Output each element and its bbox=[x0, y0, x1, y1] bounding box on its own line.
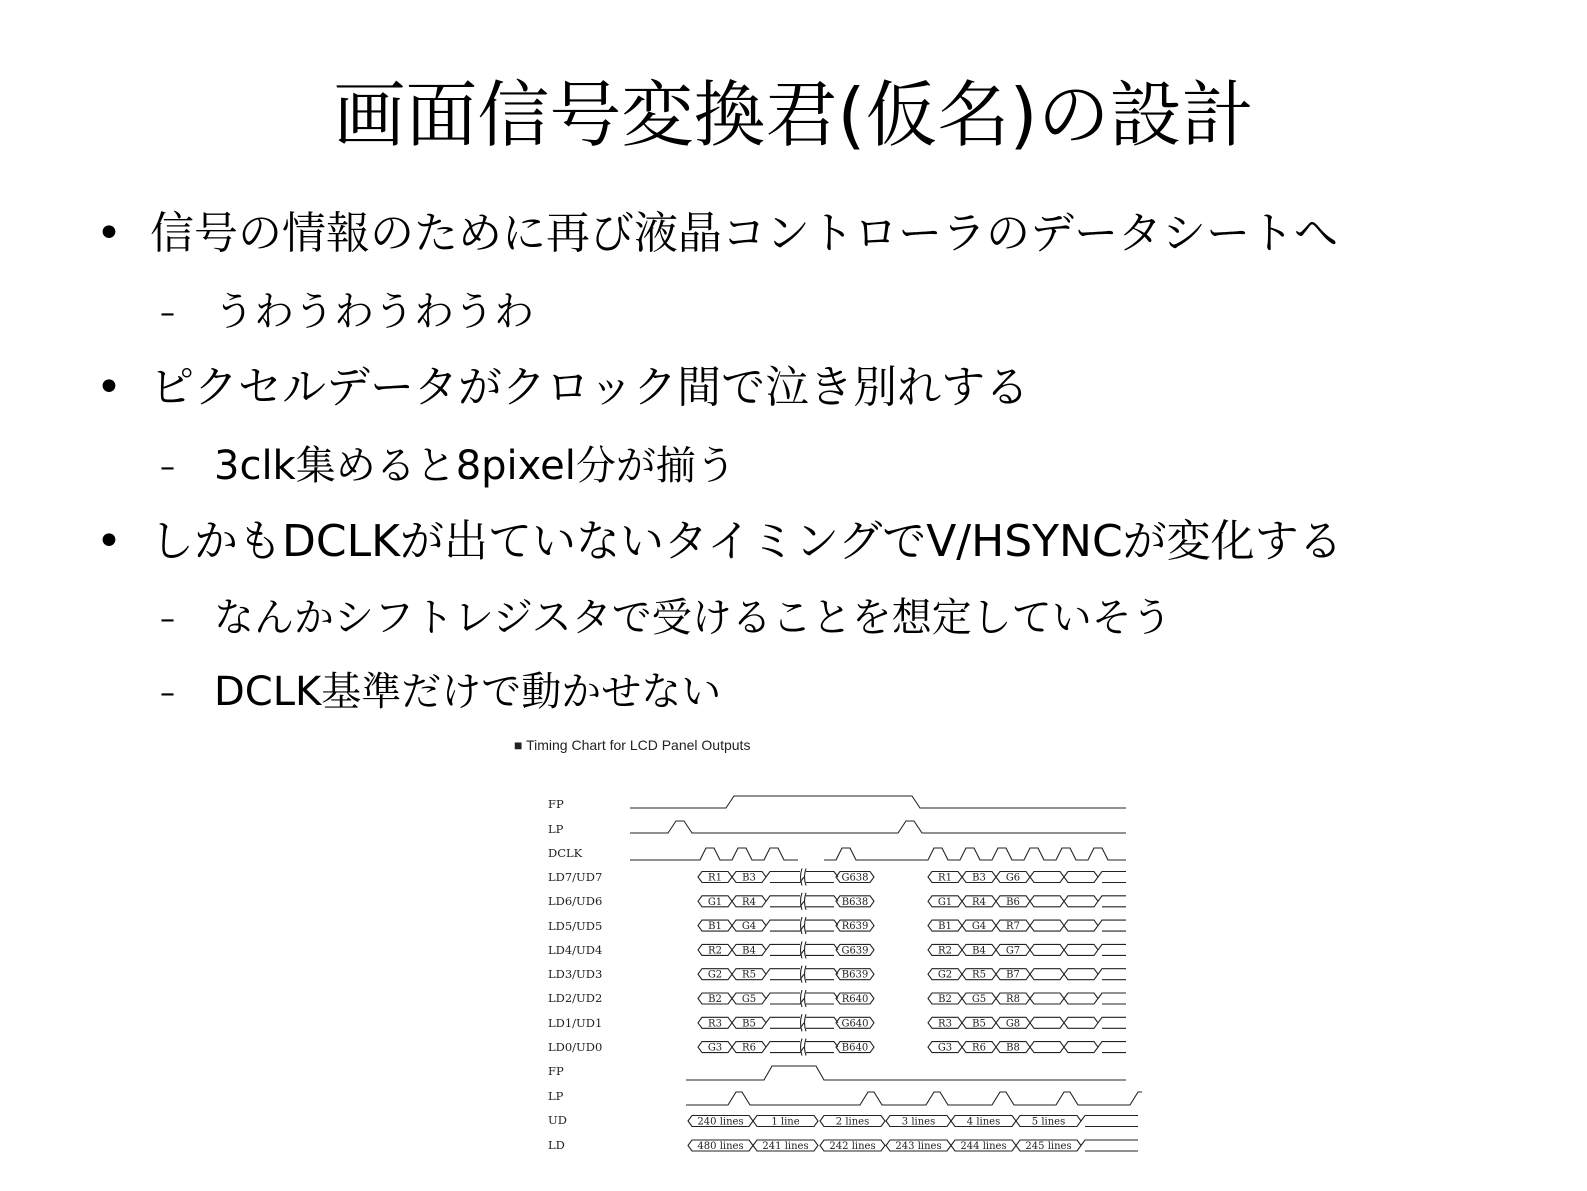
data-bus-segment bbox=[766, 872, 804, 883]
lp-waveform-bottom bbox=[686, 1092, 1142, 1105]
data-cell-empty bbox=[1030, 920, 1064, 931]
data-cell-label: R640 bbox=[841, 994, 869, 1005]
bus-cell-label: 245 lines bbox=[1025, 1141, 1072, 1152]
data-cell-label: R3 bbox=[938, 1018, 952, 1030]
data-cell-empty bbox=[1030, 969, 1064, 980]
data-cell-label: B4 bbox=[972, 945, 986, 957]
data-bus-segment bbox=[806, 920, 838, 931]
data-cell-label: R4 bbox=[742, 896, 756, 908]
bus-cell-label: 1 line bbox=[771, 1116, 800, 1128]
break-marker bbox=[805, 990, 807, 1007]
signal-label-data: LD5/UD5 bbox=[548, 919, 603, 933]
data-cell-label: B1 bbox=[938, 921, 952, 933]
sub-bullet-3-1 bbox=[160, 592, 1172, 646]
data-cell-empty bbox=[1030, 872, 1064, 883]
data-cell-empty bbox=[1064, 1042, 1098, 1053]
data-bus-segment bbox=[1098, 944, 1126, 955]
data-cell-label: G1 bbox=[937, 896, 953, 908]
data-bus-segment bbox=[766, 944, 804, 955]
data-bus-segment bbox=[1098, 872, 1126, 883]
timing-chart-caption: ■ Timing Chart for LCD Panel Outputs bbox=[514, 737, 751, 753]
data-cell-empty bbox=[1064, 944, 1098, 955]
data-cell-empty bbox=[1064, 993, 1098, 1004]
sub-bullet-3-1-text: なんかシフトレジスタで受けることを想定していそう bbox=[214, 595, 1172, 641]
data-bus-segment bbox=[806, 969, 838, 980]
data-cell-label: B2 bbox=[708, 994, 722, 1005]
sub-bullet-2-1 bbox=[160, 440, 736, 494]
data-bus-segment bbox=[1098, 1017, 1126, 1028]
bullet-1-text: 信号の情報のために再び液晶コントローラのデータシートへ bbox=[150, 208, 1338, 259]
bus-cell-label: 5 lines bbox=[1031, 1116, 1066, 1128]
signal-label-bus: UD bbox=[548, 1113, 567, 1127]
timing-chart-image bbox=[510, 734, 1150, 1174]
data-cell-label: B640 bbox=[841, 1042, 869, 1054]
data-bus-segment bbox=[1098, 969, 1126, 980]
data-cell-label: R4 bbox=[972, 896, 986, 908]
data-cell-label: B6 bbox=[1006, 896, 1020, 908]
signal-label-data: LD0/UD0 bbox=[548, 1040, 603, 1054]
sub-bullet-glyph: – bbox=[160, 296, 175, 331]
signal-label-data: LD1/UD1 bbox=[548, 1016, 603, 1030]
timing-chart bbox=[510, 734, 1150, 1174]
data-cell-label: G639 bbox=[841, 945, 869, 957]
data-cell-label: G3 bbox=[937, 1042, 953, 1054]
sub-bullet-glyph: – bbox=[160, 602, 175, 637]
data-cell-label: B4 bbox=[742, 945, 756, 957]
signal-label-lp: LP bbox=[548, 822, 564, 836]
break-marker bbox=[805, 893, 807, 910]
data-cell-label: G2 bbox=[707, 969, 723, 981]
data-cell-label: R5 bbox=[742, 969, 756, 981]
signal-label-lp: LP bbox=[548, 1089, 564, 1103]
data-cell-label: G4 bbox=[971, 921, 987, 933]
sub-bullet-3-2-text: DCLK基準だけで動かせない bbox=[214, 669, 722, 715]
break-marker bbox=[801, 941, 803, 958]
bullet-3 bbox=[96, 514, 1343, 570]
data-cell-label: R2 bbox=[938, 945, 952, 957]
data-bus-segment bbox=[806, 896, 838, 907]
signal-label-dclk: DCLK bbox=[548, 846, 583, 860]
data-cell-empty bbox=[1064, 1017, 1098, 1028]
data-cell-empty bbox=[1064, 896, 1098, 907]
signal-label-bus: LD bbox=[548, 1138, 565, 1152]
data-cell-label: R6 bbox=[972, 1042, 986, 1054]
data-bus-segment bbox=[1098, 993, 1126, 1004]
data-cell-label: B3 bbox=[742, 872, 756, 884]
data-bus-segment bbox=[806, 993, 838, 1004]
data-bus-segment bbox=[1098, 896, 1126, 907]
signal-label-data: LD7/UD7 bbox=[548, 870, 603, 884]
bus-cell-label: 3 lines bbox=[901, 1116, 936, 1128]
data-cell-empty bbox=[1030, 944, 1064, 955]
bullet-glyph: • bbox=[96, 516, 122, 567]
data-cell-label: G3 bbox=[707, 1042, 723, 1054]
data-cell-label: B1 bbox=[708, 921, 722, 933]
bus-cell-label: 240 lines bbox=[697, 1116, 744, 1128]
data-bus-segment bbox=[766, 1017, 804, 1028]
signal-label-data: LD3/UD3 bbox=[548, 967, 603, 981]
data-cell-empty bbox=[1030, 896, 1064, 907]
signal-label-data: LD6/UD6 bbox=[548, 894, 603, 908]
data-bus-segment bbox=[766, 896, 804, 907]
bullet-glyph: • bbox=[96, 208, 122, 259]
data-cell-label: B3 bbox=[972, 872, 986, 884]
bus-cell-label: 480 lines bbox=[697, 1141, 744, 1152]
data-cell-label: R5 bbox=[972, 969, 986, 981]
data-cell-label: G640 bbox=[841, 1018, 869, 1030]
data-cell-label: B639 bbox=[841, 969, 869, 981]
data-cell-label: G6 bbox=[1005, 872, 1021, 884]
break-marker bbox=[805, 1039, 807, 1056]
bus-cell-label: 2 lines bbox=[835, 1116, 870, 1128]
data-cell-label: R6 bbox=[742, 1042, 756, 1054]
data-cell-label: B638 bbox=[841, 896, 869, 908]
break-marker bbox=[801, 917, 803, 934]
data-cell-label: G5 bbox=[971, 994, 987, 1005]
break-marker bbox=[801, 1039, 803, 1056]
slide-title: 画面信号変換君(仮名)の設計 bbox=[333, 73, 1254, 157]
data-cell-label: G1 bbox=[707, 896, 723, 908]
break-marker bbox=[801, 990, 803, 1007]
data-cell-empty bbox=[1064, 920, 1098, 931]
sub-bullet-glyph: – bbox=[160, 676, 175, 711]
data-cell-empty bbox=[1030, 993, 1064, 1004]
data-cell-label: R1 bbox=[708, 872, 722, 884]
data-cell-label: R1 bbox=[938, 872, 952, 884]
data-cell-label: R2 bbox=[708, 945, 722, 957]
data-cell-label: B8 bbox=[1006, 1042, 1020, 1054]
data-bus-segment bbox=[806, 1017, 838, 1028]
bus-cell-label: 244 lines bbox=[960, 1141, 1007, 1152]
bullet-3-text: しかもDCLKが出ていないタイミングでV/HSYNCが変化する bbox=[150, 516, 1343, 567]
data-bus-segment bbox=[1098, 1042, 1126, 1053]
signal-label-fp: FP bbox=[548, 797, 564, 811]
break-marker bbox=[801, 1014, 803, 1031]
data-cell-empty bbox=[1064, 969, 1098, 980]
data-cell-empty bbox=[1030, 1042, 1064, 1053]
data-bus-segment bbox=[766, 1042, 804, 1053]
data-cell-label: R8 bbox=[1006, 994, 1020, 1005]
data-cell-label: R639 bbox=[841, 921, 869, 933]
data-bus-segment bbox=[766, 920, 804, 931]
data-cell-label: B5 bbox=[742, 1018, 756, 1030]
break-marker bbox=[805, 966, 807, 983]
bullet-2-text: ピクセルデータがクロック間で泣き別れする bbox=[150, 362, 1030, 413]
break-marker bbox=[801, 869, 803, 886]
data-cell-label: G8 bbox=[1005, 1018, 1021, 1030]
bus-segment bbox=[1081, 1140, 1138, 1151]
sub-bullet-1-1 bbox=[160, 286, 534, 340]
data-cell-label: G7 bbox=[1005, 945, 1021, 957]
bus-cell-label: 241 lines bbox=[762, 1141, 809, 1152]
dclk-waveform bbox=[630, 848, 1126, 860]
data-cell-label: B7 bbox=[1006, 969, 1020, 981]
data-bus-segment bbox=[806, 944, 838, 955]
bus-segment bbox=[1081, 1116, 1138, 1127]
break-marker bbox=[805, 1014, 807, 1031]
bus-cell-label: 242 lines bbox=[829, 1141, 876, 1152]
signal-label-fp: FP bbox=[548, 1064, 564, 1078]
data-bus-segment bbox=[806, 872, 838, 883]
signal-label-data: LD4/UD4 bbox=[548, 943, 603, 957]
data-cell-empty bbox=[1064, 872, 1098, 883]
break-marker bbox=[805, 917, 807, 934]
lp-waveform bbox=[630, 821, 1126, 833]
fp-waveform-bottom bbox=[686, 1066, 1126, 1080]
data-cell-label: R7 bbox=[1006, 921, 1020, 933]
data-cell-label: G5 bbox=[741, 994, 757, 1005]
data-cell-empty bbox=[1030, 1017, 1064, 1028]
bus-cell-label: 4 lines bbox=[966, 1116, 1001, 1128]
bullet-1 bbox=[96, 206, 1338, 262]
sub-bullet-1-1-text: うわうわうわうわ bbox=[214, 289, 534, 335]
data-bus-segment bbox=[806, 1042, 838, 1053]
data-cell-label: G4 bbox=[741, 921, 757, 933]
signal-label-data: LD2/UD2 bbox=[548, 991, 603, 1005]
bus-cell-label: 243 lines bbox=[895, 1141, 942, 1152]
bullet-glyph: • bbox=[96, 362, 122, 413]
break-marker bbox=[805, 869, 807, 886]
data-bus-segment bbox=[766, 993, 804, 1004]
fp-waveform bbox=[630, 796, 1126, 808]
bullet-2 bbox=[96, 360, 1029, 416]
data-cell-label: R3 bbox=[708, 1018, 722, 1030]
sub-bullet-3-2 bbox=[160, 666, 721, 720]
sub-bullet-2-1-text: 3clk集めると8pixel分が揃う bbox=[214, 443, 736, 489]
data-bus-segment bbox=[766, 969, 804, 980]
data-cell-label: G638 bbox=[841, 872, 869, 884]
break-marker bbox=[801, 893, 803, 910]
data-cell-label: B2 bbox=[938, 994, 952, 1005]
break-marker bbox=[805, 941, 807, 958]
data-cell-label: G2 bbox=[937, 969, 953, 981]
data-bus-segment bbox=[1098, 920, 1126, 931]
break-marker bbox=[801, 966, 803, 983]
sub-bullet-glyph: – bbox=[160, 450, 175, 485]
data-cell-label: B5 bbox=[972, 1018, 986, 1030]
